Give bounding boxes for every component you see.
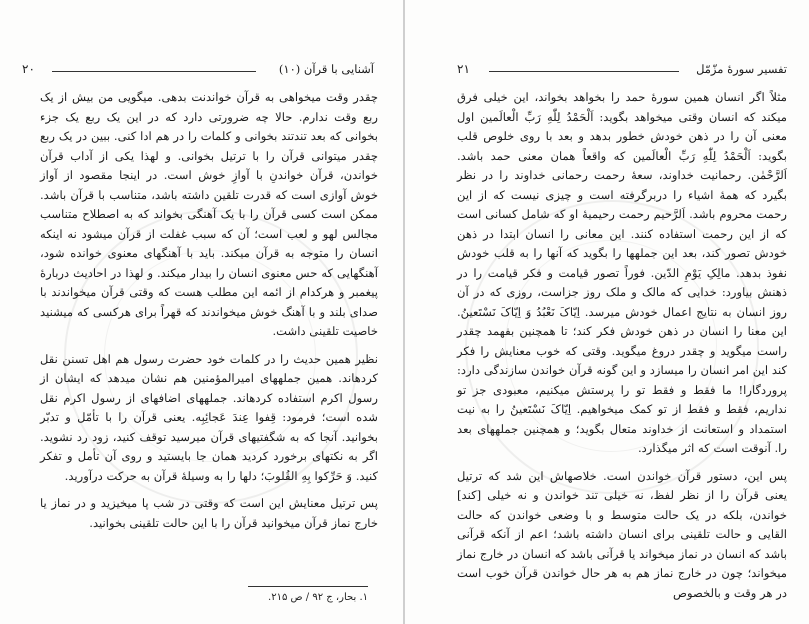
paragraph: چقدر وقت میخواهی به قرآن خواندنت بدهی. میگویی من بیش از یک ربع وقت ندارم. حالا چه ضرورتی دارد که در این یک ربع یک جزء بخوانی که بعد تندتند بخوانی و کلمات را در هم ادا کنی. ببین در یک ربع چقدر میتوانی قرآن را با ترتیل بخوانی. و لهذا یکی از آداب قرآن خواندن، قرآن خواندنِ با آوازِ خوش است. در اینجا مقصود از آواز خوش آوازی است که قدرت تلقین داشته باشد، متناسب با قرآن باشد. ممکن است کسی قرآن را با یک آهنگی بخواند که به اصطلاح متناسب مجالس لهو و لعب است؛ آن که سبب غفلت از قرآن میشود نه اینکه انسان را متوجه به قرآن میکند. باید با آهنگهای معنوی خوانده شود، آهنگهایی که حس معنوی انسان را بیدار میکند. و لهذا در احادیث دربارهٔ پیغمبر و هرکدام از ائمه این مطلب هست که وقتی قرآن میخواندند با صدای بلند و با آهنگ خوش میخواندند که قهراً برای هرکسی که میشنید خاصیت تلقینی داشت. [40, 90, 378, 338]
paragraph: نظیر همین حدیث را در کلمات خود حضرت رسول هم اهل تسنن نقل کردهاند. همین جملههای امیرالمؤمنین هم نشان میدهد که ایشان از رسول اکرم استفاده کردهاند. جملههای اضافهای از رسول اکرم نقل شده است؛ فرمود: قِفوا عِندَ عَجائِبِه. یعنی قرآن را با تأمّل و تدبّر بخوانید. آنجا که به شگفتیهای قرآن میرسید توقف کنید، زود رد نشوید. اگر به نکتهای برخورد کردید همان جا بایستید و روی آن تأمل و تفکر کنید. وَ حَرِّکوا بِهِ القُلوبَ؛ دلها را به وسیلهٔ قرآن به حرکت درآورید. [40, 351, 378, 483]
page-body [40, 88, 378, 533]
footnote-rule [248, 586, 368, 587]
paragraph: مثلاً اگر انسان همین سورهٔ حمد را بخواهد بخواند، این خیلی فرق میکند که انسان وقتی میخواهد بگوید: اَلْحَمْدُ لِلّٰهِ رَبِّ الْعالَمین اول معنی آن را در ذهن خودش خطور بدهد و بعد با روی خلوص قلب بگوید: اَلْحَمْدُ لِلّٰهِ رَبِّ الْعالَمین که واقعاً همان معنی حمد باشد. اَلرَّحْمٰن. رحمانیت خداوند، سعهٔ رحمت رحمانی خداوند را در نظر بگیرد که همهٔ اشیاء را دربرگرفته است و چیزی نیست که از این رحمت محروم باشد. اَلرَّحیم رحمت رحیمیهٔ او که شامل کسانی است که از این رحمت استفاده کنند. این معانی را انسان ابتدا در ذهن خودش تصور کند، بعد این جملهها را بگوید که آنها را به قلب خودش نفوذ بدهد. مالِکِ یَوْمِ الدّین. فوراً تصور قیامت و فکر قیامت را در ذهنش بیاورد: خدایی که مالک و ملک روز جزاست، روزی که در آن روز انسان به نتایج اعمال خودش میرسد. اِیّاکَ نَعْبُدُ وَ اِیّاکَ نَسْتَعینُ. این معنا را انسان در ذهن خودش فکر کند؛ تا همچنین بفهمد چقدر راست میگوید و چقدر دروغ میگوید. وقتی که خوب معنایش را فکر کند این امر انسان را میسازد و این گونه قرآن خواندن سازندگی دارد: پروردگارا! ما فقط و فقط تو را پرستش میکنیم، معبودی جز تو نداریم، فقط و فقط از تو کمک میخواهیم. اِیّاکَ نَسْتَعینُ را به نیت استمداد و استعانت از خداوند متعال بگوید؛ و همچنین جملههای بعد را. آنوقت است که اثر میگذارد. [457, 90, 787, 455]
running-title: تفسیر سورهٔ مزّمّل [696, 62, 787, 76]
page-body [457, 88, 787, 603]
running-header [457, 62, 787, 80]
page-number: ٢١ [457, 62, 470, 76]
page-number: ٢٠ [22, 62, 35, 76]
header-rule [52, 71, 256, 72]
running-title: آشنایی با قرآن (١٠) [278, 62, 374, 76]
header-rule [489, 71, 679, 72]
paragraph: پس این، دستور قرآن خواندن است. خلاصهاش این شد که ترتیل یعنی قرآن را از نظر لفظ، نه خیلی تند خواندن و نه خیلی [کند] خواندن، بلکه در یک حالت متوسط و با وضعی خواندن که حالت القایی و حالت تلقینی برای انسان داشته باشد؛ اعم از آنکه قرآنی باشد که انسان در نماز میخواند یا قرآنی باشد که انسان در خارج نماز میخواند؛ چون در خارج نماز هم به هر حال خواندن قرآن خوب است در هر وقت و بالخصوص [457, 468, 787, 600]
left-page [0, 0, 404, 624]
right-page [405, 0, 809, 624]
paragraph: پس ترتیل معنایش این است که وقتی در شب پا میخیزید و در نماز یا خارج نماز قرآن میخوانید قرآن را با این حالت تلقینی بخوانید. [40, 496, 378, 530]
footnote: ١. بحار، ج ٩٢ / ص ٢١۵. [268, 592, 368, 603]
running-header [22, 62, 374, 80]
